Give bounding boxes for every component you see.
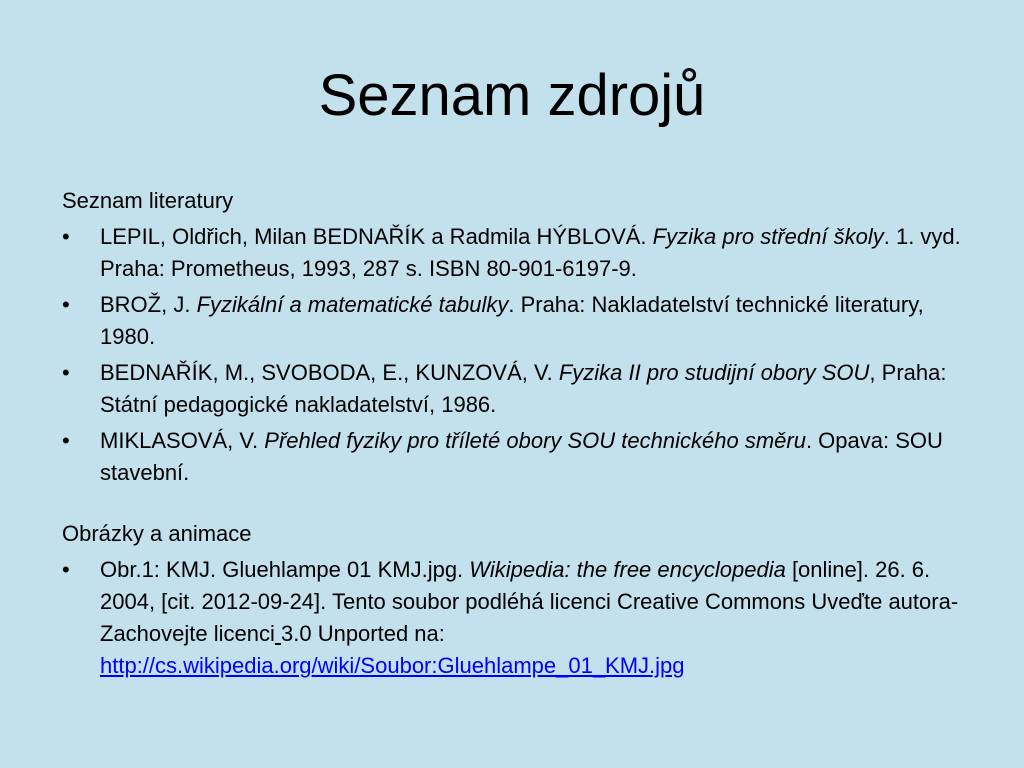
bullet-icon: • xyxy=(62,292,70,317)
bullet-icon: • xyxy=(62,224,70,249)
reference-authors: LEPIL, Oldřich, Milan BEDNAŘÍK a Radmila HÝBLOVÁ. xyxy=(100,224,653,249)
literature-item xyxy=(62,425,962,489)
literature-item xyxy=(62,289,962,353)
literature-list xyxy=(62,221,962,489)
bullet-icon: • xyxy=(62,360,70,385)
reference-title: Fyzikální a matematické tabulky xyxy=(196,292,509,317)
reference-publication: . Opava: SOU stavební. xyxy=(100,428,943,485)
image-source-title: Wikipedia: the free encyclopedia xyxy=(469,557,786,582)
reference-publication: . Praha: Nakladatelství technické literatury, 1980. xyxy=(100,292,924,349)
reference-title: Fyzika pro střední školy xyxy=(652,224,884,249)
images-heading: Obrázky a animace xyxy=(62,521,252,546)
sources-content xyxy=(62,185,962,682)
reference-authors: MIKLASOVÁ, V. xyxy=(100,428,265,453)
literature-item xyxy=(62,221,962,285)
images-list xyxy=(62,554,962,682)
image-source-details: [online]. 26. 6. 2004, [cit. 2012-09-24]. Tento soubor podléhá licenci Creative Commons Uveďte autora-Zachovejte licenci xyxy=(100,557,959,646)
slide-title: Seznam zdrojů xyxy=(318,63,706,128)
literature-heading: Seznam literatury xyxy=(62,188,234,213)
reference-authors: BEDNAŘÍK, M., SVOBODA, E., KUNZOVÁ, V. xyxy=(100,360,559,385)
literature-item xyxy=(62,357,962,421)
reference-title: Fyzika II pro studijní obory SOU xyxy=(558,360,870,385)
image-source-item xyxy=(62,554,962,682)
reference-title: Přehled fyziky pro tříleté obory SOU technického směru xyxy=(264,428,806,453)
reference-authors: BROŽ, J. xyxy=(100,292,197,317)
image-source-author: Obr.1: KMJ. Gluehlampe 01 KMJ.jpg. xyxy=(100,557,470,582)
reference-publication: . 1. vyd. Praha: Prometheus, 1993, 287 s. ISBN 80-901-6197-9. xyxy=(100,224,961,281)
reference-publication: , Praha: Státní pedagogické nakladatelství, 1986. xyxy=(100,360,947,417)
bullet-icon: • xyxy=(62,428,70,453)
image-source-license: 3.0 Unported na: xyxy=(281,621,445,646)
bullet-icon: • xyxy=(62,557,70,582)
image-source-link[interactable]: http://cs.wikipedia.org/wiki/Soubor:Gluehlampe_01_KMJ.jpg xyxy=(100,653,685,678)
